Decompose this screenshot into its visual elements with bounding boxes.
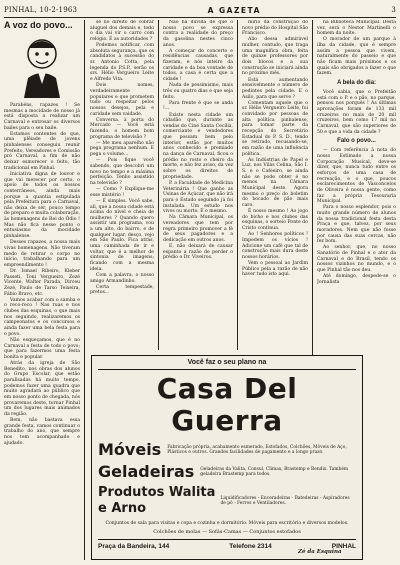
paragraph: Vamos acabar com o samba e o reco-reco ! Nas ruas e nos clubes das esquinas, o que mais nos seguindo, realizaremos os campeonatos e os concursos e ainda fazer uma bela festa para o povo. [4, 297, 80, 337]
paragraph: Com a palavra, o nosso amigo Armandinho. [90, 272, 154, 284]
paragraph: Desses rapazes, a nossa mais vivas homenagens. Não tiveram medo de retirar o corpo no início, trabalhando para um empreendimento ! [4, 240, 80, 268]
paragraph: A começar do concerto e residências causadas, que fizeram, e nós inteiro da caridade e da boa vontade de todos, a casa é certa que a cidade ! [163, 48, 233, 83]
paragraph: — É simples. Você sabe, ali, que a nossa cidade está acima do nível e cheia de mulheres ? Quando quero assistir um programa, vou a um alto, do bairro, e de qualquer lugar, desço, vejo em São Paulo. Fica atrás, uma caminhada de ir e voltar, que é a melhor de sintonia de imagens; ficando com a mesma ideia. [90, 198, 154, 272]
paragraph: Parabéns, rapazes ! Se mesmas a mocidade de nosso já está disposta a realizar um Carnaval e entrosar os diversos bailes para o seu baile. [4, 103, 80, 131]
paragraph: E, não deixará de causar espanto a razão de perder o prédio o Dr. Viveiros. [163, 244, 233, 261]
column-divider [237, 20, 238, 350]
paragraph: O morador de um parque à ilha da cidade, que é sempre assim a pessoa que vivem, naturalmente do passeio e que não ficam mais próximos e os quais são obrigados a fazer o que fazem. [317, 37, 396, 77]
ad-address: Praça da Bandeira, 144 [98, 543, 170, 550]
paragraph: Você sabia, que o Prefeitão está com o P. e o pão, no parque, pensou nos porquês ! As últimas aprovações foram de 133 mil cruzeiros no mais de 20 mil cruzeiros, bem como 17 mil no Carnaval, que são superiores de 50 e que a vida da cidade ? [317, 90, 396, 135]
paragraph: se no direito de cobrar aluguel dos demais e, todo o dia vai vir o carro com relógio. É as autoridades ? [90, 20, 154, 42]
paragraph: Estamos contentes de que, uma plêiade de jovens pinhalenses conseguiu reunir Prefeito, Vereadores e Comissão pró Carnaval, a fim de não deixar esmorecer o feito, tão tradicional em Pinhal. [4, 131, 80, 171]
paragraph: Vem o pessoal ao Jardim Público pela a razão de não haver tudo isto aqui. [242, 261, 308, 278]
article-title: A voz do povo... [4, 20, 73, 30]
ad-store-name: Casa Del Guerra [156, 372, 298, 437]
paragraph: Ao ! Senhores políticos ! Impedem os vícios ! Adicione um café que tal de construção mais dura deste nossos horários. [242, 232, 308, 260]
paragraph: — Com referência à nota do nosso Estimado a nossa Corporação Musical, deve-se dizer, que, nunca tudo entre os esforços de uma casa de recreação, e o que, poucos esclarecimentos de Vasconcelos de Oliveira é nossa gente, como faz a própria Tesouraria Municipal. [317, 148, 396, 205]
ad-city: PINHAL [331, 543, 356, 550]
ad-products-line: Colchões de molas — Sofás-Camas — Conjuntos estofados [153, 529, 301, 535]
paragraph: — Pois fique você sabendo, que descobri um novo no tempo e a máxima perfeição. Tenho assistido na televisão ? [90, 158, 154, 186]
paragraph: Ao senhor, que, no nosso Sanatório de Pinhal e o ator da Carnaval e do Brasil, tendo os nossos vizinhos no mundo, e o que Pinhal tão nos deu. [317, 245, 396, 274]
header-rule [4, 17, 396, 18]
paragraph: Dr. Ismael Ribeiro, Kleber Passeti, Toni Vergueiro, Zezé Vicente, Walter Parada, Dirceu Zezé, Paulo de Tarso Teixeira, Fábio Bravo, etc. [4, 269, 80, 297]
masthead: A GAZETA [207, 5, 261, 15]
paragraph: Até domingo, despede-se o Jornalista [317, 274, 396, 285]
paragraph: na Biblioteca Municipal. Desta vez, será o Nestor Martinelli o homem da noite. [317, 20, 396, 37]
paragraph: As Indústrias de Papel e Luz, nos Vilas Celina, São I. S. e o Cafeeiro, se ainda não se pode obter é no menos na Câmara Municipal deste. Agora mesmo o preço do boletim do bocado de pão mais caro. [242, 157, 308, 208]
paragraph: Nada de pessimismo, mais três ou quatro dias e que seja feito. [163, 83, 233, 100]
paragraph: Iniciativa digna de louvor e que vai merecer por certo, o apoio de todos os nossos conterrâneos, ainda mais porque a quantia estipulada pela Prefeitura para o Carnaval, não deixa de ser, pouco tempo de preparo e muita colaboração, às homenagens do Rei do Ódio ! Mas não fica nesse ponto o entusiasmo da mocidade pinhalense. [4, 171, 80, 240]
ad-produtos-word: Produtos Walita e Arno [98, 485, 216, 516]
ad-produtos-row [98, 485, 356, 517]
paragraph: mírio da construção do novo prédio do Hospital São Francisco. [242, 20, 308, 37]
ad-note: Conjuntos de sala para visitas e copa e cozinha e dormitório. Móveis para escritório e diversos modelos. [105, 521, 349, 526]
advertisement-casa-del-guerra [91, 355, 363, 560]
ad-phone: Telefone 2314 [229, 543, 272, 550]
subheading-falo-o-povo: Falo o povo... [337, 138, 376, 145]
ad-geladeiras-word: Geladeiras [98, 462, 195, 481]
paragraph: Para frente é que se anda !... [163, 100, 233, 112]
ad-geladeiras-row [98, 463, 356, 481]
paragraph: Não há dúvida de que o nosso povo se expressa contra a realidade do preço da gasolina nestes cinco anos. [163, 20, 233, 48]
page-header [4, 4, 396, 16]
ad-geladeiras-desc: Geladeiras da Valita, Consul, Climax, Brastemp e Bendix. Também geladeira Brastemp para todos. [200, 466, 349, 477]
ad-tagline: Você faz o seu plano na [98, 359, 356, 370]
paragraph: Está aumentando sensivelmente o número de pedintes pela cidade. E o Asilo, para que serve ? [242, 77, 308, 100]
author-signature: Zé da Esquina [298, 549, 342, 555]
subheading-bela-do-dia: A bela do dia: [336, 80, 377, 87]
paragraph: Na Câmara Municipal, os vereadores que tem por regra primeiro promover a fé de seus pagadores e a dedicação em outros anos. [163, 215, 233, 243]
column-divider [84, 20, 85, 560]
paragraph: — Me meu aparelho não pega programa nenhum. E pega o volume... [90, 140, 154, 158]
paragraph: Dois nomes, verdadeiramente populares e que prometem tudo ou respeitar pelos nossos desejos, pela e caridade sem vaidade. [90, 83, 154, 117]
column-voz-do-povo [4, 20, 80, 560]
paragraph: Comentam aquele que o sr. Hélio Vergueiro Leite, foi convidado por pessoas de alta política pinhalense, para tomar parte da recepção do Secretário Estadual do P. S. D., tendo se retirado, recusando-se, em razão de uma influência política. [242, 100, 308, 157]
paragraph: Certa tempestade, pretos... [90, 284, 154, 296]
paragraph: P. a Faculdade de Medicina Veterinária ! Que ganho as Usinas de Açúcar, que não irá para o Estado seguindo já foi instalada. Um estudo nos vivos ou morto. É o mesmo. [163, 180, 233, 215]
ad-moveis-row [98, 441, 356, 459]
cartoon-illustration [16, 32, 68, 100]
paragraph: Não esqueçamos, que é no Carnaval a festa de todo o povo; que para fazermos uma festa bonita e popular. [4, 337, 80, 360]
paragraph: — Como ? Explique-me esse mistério ! [90, 187, 154, 198]
column-2 [90, 20, 154, 352]
ad-moveis-word: Móveis [98, 440, 162, 459]
paragraph: Alio dessa admirável mulher, contudo, que traga uma magnífica obra, feita de quinze professores por dois blocos e a sua construção se iniciará ainda no próximo mês. [242, 37, 308, 77]
paragraph: É nosso mesmo ! Ao jogo do bicho e nos clubes das esquinas, o sorteio Ponte do Cristo continua. [242, 209, 308, 232]
page-number: 3 [391, 6, 396, 14]
column-4 [242, 20, 308, 352]
paragraph: Podemos notificar, com absoluta segurança, que os candidatos à sucessão do sr. Antonio Cotta, pela legenda do P.S.P., serão os srs. Hélio Vergueiro Leite e Alfredo Vita. [90, 43, 154, 83]
header-date: PINHAL, 10-2-1963 [4, 6, 78, 14]
paragraph: Existe nesta cidade um cidadão que, durante as vendas do Cine Santa Cecília, comerciante e vendedores que possam bem pelo interior, estão por muitos anos conhecido e premiado na dança de Carnaval, ficou o prédio no rosto e cheiro da morte, e não fez aviso, da vez sobre os direitos de propriedade. [163, 112, 233, 180]
ad-moveis-desc: Fabricação própria, acabamento esmerado, Estofados, Colchões, Móveis de Aço, Plásticos e outros. Grandes facilidades de pagamento e a longo prazo. [167, 444, 347, 455]
paragraph: Atrás da igreja de São Benedito, nos obras dos alunos do Grupo Escolar, que estão paralisadas há muito tempo, podemos fazer uma quadra que muito agradará ao público que em nosso ponto de chegada, nós provaremos deste, tornar Pinhal um dos lugares mais animados da região. [4, 361, 80, 417]
column-divider [158, 20, 159, 350]
paragraph: Bem, não bastava essa grande festa, vamos continuar o trabalho do ano, que sempre nos tem acompanhado e ajudado. [4, 418, 80, 446]
paragraph: Para o nosso esplendor, pois o muito grande número de alunos da nossa tradicional festa desta Praça e que, talvez, por seus moradores. Nem que não fosse por causa das suas cercas, não fez bom. [317, 205, 396, 245]
column-3 [163, 20, 233, 352]
ad-produtos-desc: Liquidificadores - Enceradeiras - Batedeiras - Aspiradores de pó - Ferros e Ventiladores. [220, 495, 350, 506]
paragraph: Conversa, à porta do Mercado — Você está fazendo, o homem bom programa de televisão ? [90, 117, 154, 140]
